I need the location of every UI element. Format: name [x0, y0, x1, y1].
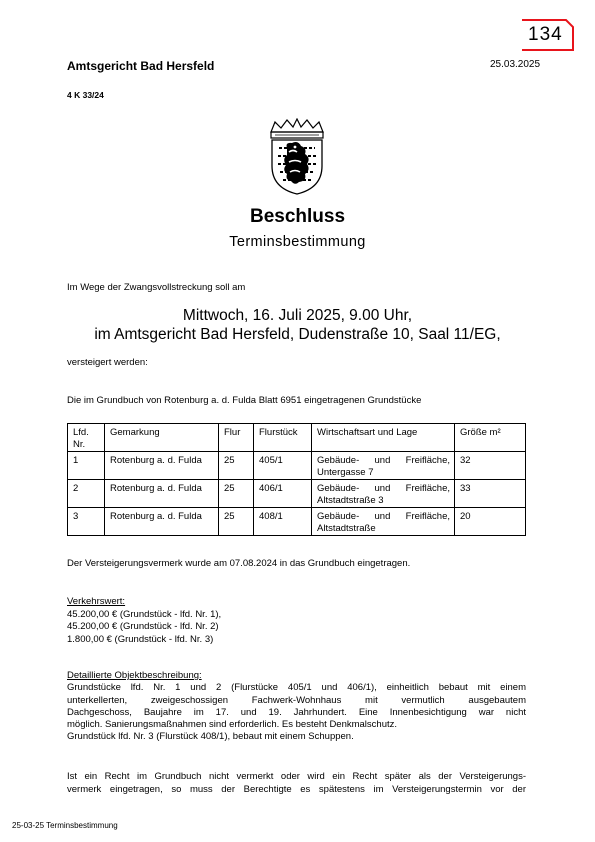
intro-text: Im Wege der Zwangsvollstreckung soll am [67, 282, 246, 293]
table-cell: Rotenburg a. d. Fulda [105, 452, 219, 480]
table-cell: 2 [68, 480, 105, 508]
table-cell: Rotenburg a. d. Fulda [105, 480, 219, 508]
column-header: Größe m² [455, 424, 526, 452]
page-number: 134 [528, 24, 563, 45]
table-row [68, 508, 526, 536]
table-cell: 406/1 [254, 480, 312, 508]
termin-location-line: im Amtsgericht Bad Hersfeld, Dudenstraße 10, Saal 11/EG, [94, 326, 501, 343]
objekt-line: Grundstück lfd. Nr. 3 (Flurstück 408/1), bebaut mit einem Schuppen. [67, 731, 354, 743]
table-row [68, 452, 526, 480]
table-cell: 3 [68, 508, 105, 536]
hessen-coat-of-arms-icon [265, 118, 329, 196]
verkehrswert-heading: Verkehrswert: [67, 596, 126, 607]
verkehrswert-line: 45.200,00 € (Grundstück - lfd. Nr. 2) [67, 621, 219, 632]
versteigert-text: versteigert werden: [67, 357, 148, 368]
table-cell: 405/1 [254, 452, 312, 480]
column-header: Flurstück [254, 424, 312, 452]
column-header: Flur [219, 424, 254, 452]
document-title: Beschluss [249, 206, 346, 227]
table-cell: 25 [219, 508, 254, 536]
table-header-row [68, 424, 526, 452]
objekt-heading: Detaillierte Objektbeschreibung: [67, 670, 202, 681]
court-name: Amtsgericht Bad Hersfeld [67, 59, 215, 73]
termin-date-line: Mittwoch, 16. Juli 2025, 9.00 Uhr, [182, 307, 413, 324]
table-cell: 20 [455, 508, 526, 536]
grundbuch-intro: Die im Grundbuch von Rotenburg a. d. Fulda Blatt 6951 eingetragenen Grundstücke [67, 395, 422, 406]
table-cell: 1 [68, 452, 105, 480]
verkehrswert-section [67, 596, 221, 646]
page-number-badge [522, 19, 574, 51]
document-subtitle: Terminsbestimmung [229, 234, 366, 250]
objekt-line: Dachgeschoss, Baujahre im 17. und 19. Jahrhundert. Eine Innenbesichtigung war nicht [67, 706, 526, 718]
table-cell: Rotenburg a. d. Fulda [105, 508, 219, 536]
termin-block [0, 306, 595, 344]
table-cell: 25 [219, 480, 254, 508]
table-cell: Gebäude- und Freifläche, Altstadtstraße 3 [312, 480, 455, 508]
recht-paragraph [67, 771, 526, 796]
table-row [68, 480, 526, 508]
verkehrswert-line: 45.200,00 € (Grundstück - lfd. Nr. 1), [67, 608, 222, 620]
footer-text: 25-03-25 Terminsbestimmung [12, 821, 118, 830]
property-table [67, 423, 526, 536]
table-cell: 25 [219, 452, 254, 480]
document-date: 25.03.2025 [490, 59, 541, 70]
column-header: Wirtschaftsart und Lage [312, 424, 455, 452]
objekt-line: möglich. Sanierungsmaßnahmen sind erforderlich. Es besteht Denkmalschutz. [67, 719, 398, 731]
recht-line: Ist ein Recht im Grundbuch nicht vermerkt oder wird ein Recht später als der Versteigerungs- [67, 771, 526, 782]
column-header: Gemarkung [105, 424, 219, 452]
table-cell: Gebäude- und Freifläche, Untergasse 7 [312, 452, 455, 480]
vermerk-text: Der Versteigerungsvermerk wurde am 07.08.2024 in das Grundbuch eingetragen. [67, 558, 411, 569]
table-cell: Gebäude- und Freifläche, Altstadtstraße [312, 508, 455, 536]
objektbeschreibung-section [67, 670, 526, 744]
table-cell: 408/1 [254, 508, 312, 536]
case-number: 4 K 33/24 [67, 90, 104, 100]
table-cell: 33 [455, 480, 526, 508]
column-header: Lfd. Nr. [68, 424, 105, 452]
objekt-line: Grundstücke lfd. Nr. 1 und 2 (Flurstücke 405/1 und 406/1), einheitlich bebaut mit einem [67, 682, 526, 694]
recht-line: vermerk eingetragen, so muss der Berechtigte es spätestens im Versteigerungstermin vor der [67, 783, 526, 795]
verkehrswert-line: 1.800,00 € (Grundstück - lfd. Nr. 3) [67, 633, 214, 645]
objekt-line: unterkellerten, zweigeschossigen Fachwerk-Wohnhaus mit vermutlich ausgebautem [67, 694, 526, 706]
table-cell: 32 [455, 452, 526, 480]
